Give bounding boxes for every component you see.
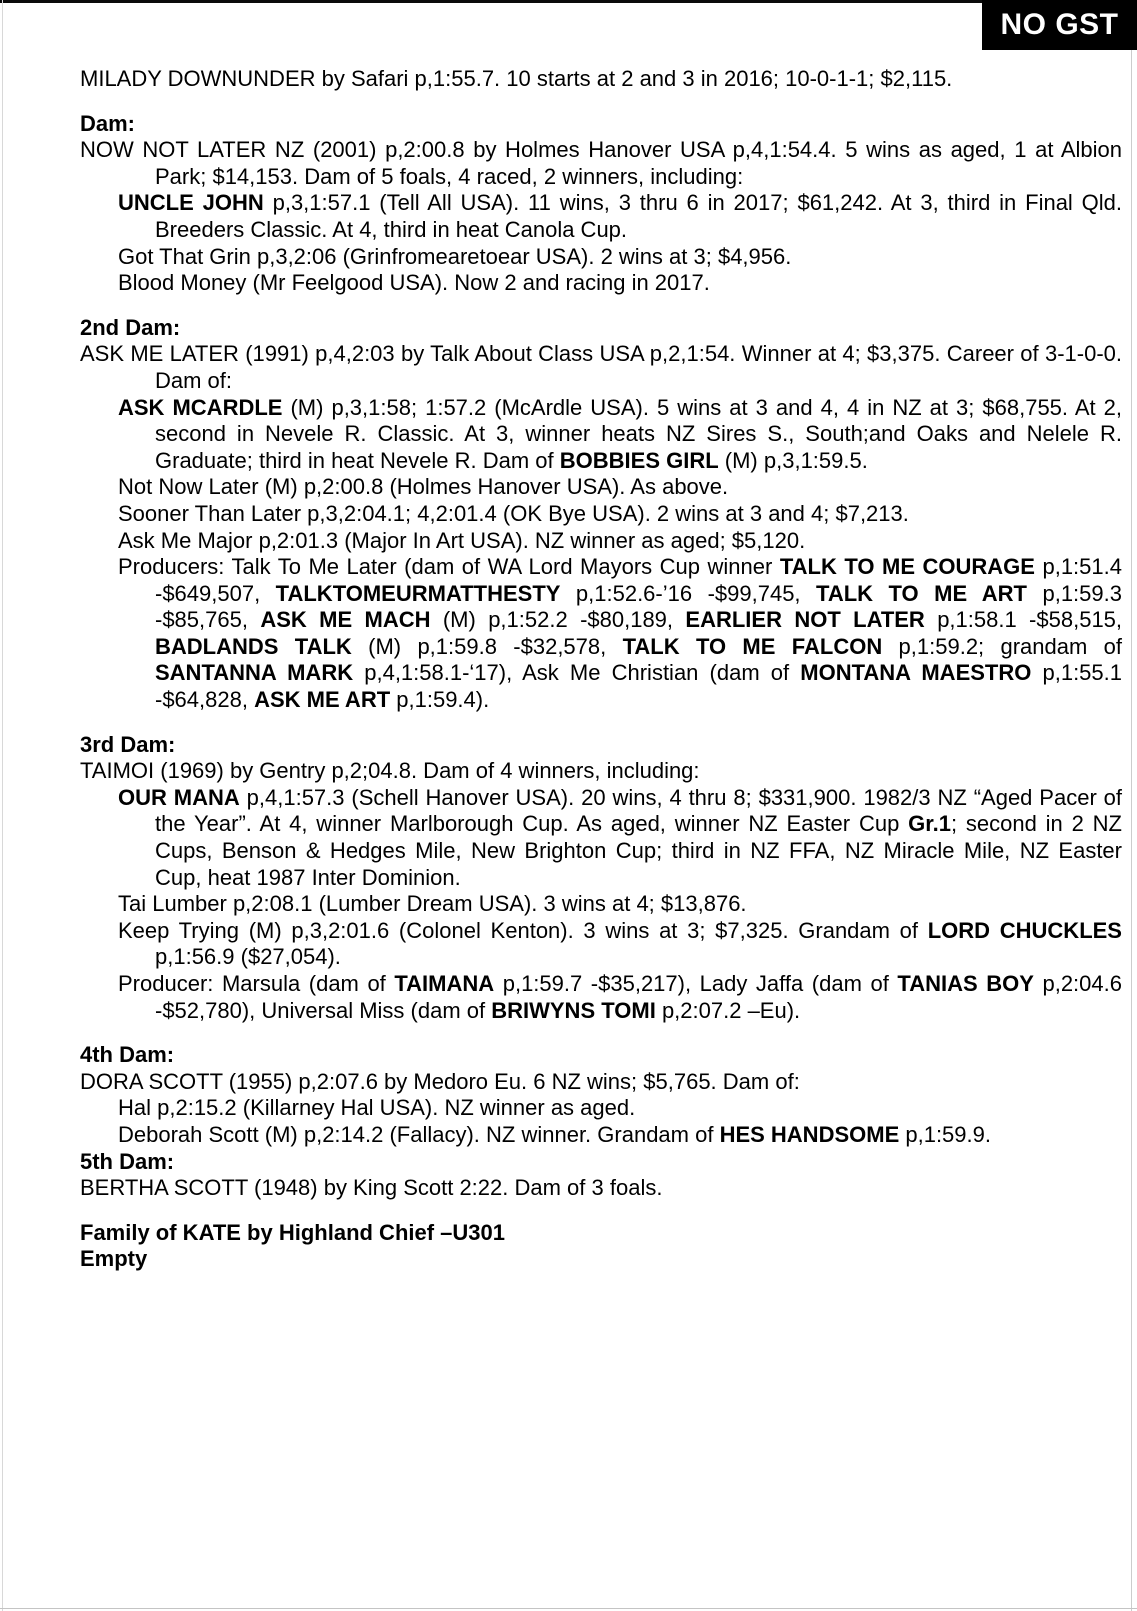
bold-text: TAIMANA xyxy=(394,971,495,996)
bold-text: BOBBIES GIRL xyxy=(559,447,719,473)
bold-text: BRIWYNS TOMI xyxy=(491,997,656,1023)
bold-text: BADLANDS TALK xyxy=(155,633,352,659)
text: Producer: Marsula (dam of xyxy=(118,971,395,996)
paragraph xyxy=(80,918,1122,971)
page-edge-left xyxy=(2,0,3,1611)
page-edge-right xyxy=(1131,0,1132,1611)
text: p,2:07.2 –Eu). xyxy=(655,997,801,1023)
text: MILADY DOWNUNDER by Safari p,1:55.7. 10 starts at 2 and 3 in 2016; 10-0-1-1; $2,115. xyxy=(80,66,953,91)
document-body xyxy=(80,66,1122,1273)
fourth-dam-section xyxy=(80,1042,1122,1148)
dam-section xyxy=(80,111,1122,297)
text: BERTHA SCOTT (1948) by King Scott 2:22. Dam of 3 foals. xyxy=(80,1175,663,1201)
no-gst-badge xyxy=(982,0,1137,50)
paragraph xyxy=(80,137,1122,190)
text: p,4,1:58.1-‘17), Ask Me Christian (dam of xyxy=(353,660,801,686)
bold-text: TALK TO ME FALCON xyxy=(622,633,883,659)
text: (M) p,1:52.2 -$80,189, xyxy=(430,607,686,633)
text: (M) p,3,1:58; 1:57.2 (McArdle USA). 5 wins at 3 and 4, 4 in NZ at 3; $68,755. At 2, second in Nevele R. Classic. At 3, winner heats NZ Sires S., South;and Oaks and Nelele R. Graduate; third in heat Nevele R. Dam of xyxy=(155,394,1122,473)
paragraph xyxy=(80,341,1122,394)
text: p,1:58.1 -$58,515, xyxy=(924,607,1123,633)
text: TAIMOI (1969) by Gentry p,2;04.8. Dam of 4 winners, including: xyxy=(80,758,700,784)
bold-text: OUR MANA xyxy=(118,784,240,810)
paragraph xyxy=(80,1246,1122,1273)
section-heading: 4th Dam: xyxy=(80,1042,175,1068)
paragraph xyxy=(80,785,1122,891)
text: p,2:04.6 -$52,780), Universal Miss (dam of xyxy=(155,971,1122,1023)
paragraph xyxy=(80,244,1122,271)
paragraph xyxy=(80,501,1122,528)
section-heading: 5th Dam: xyxy=(80,1148,175,1174)
text: p,1:59.9. xyxy=(899,1121,991,1147)
bold-text: HES HANDSOME xyxy=(719,1121,900,1147)
paragraph xyxy=(80,528,1122,555)
bold-text: LORD CHUCKLES xyxy=(927,917,1122,943)
bold-text: EARLIER NOT LATER xyxy=(685,607,925,633)
text: ; second in 2 NZ Cups, Benson & Hedges Mile, New Brighton Cup; third in NZ FFA, NZ Miracle Mile, NZ Easter Cup, heat 1987 Inter Dominion. xyxy=(155,811,1123,890)
paragraph xyxy=(80,971,1122,1024)
paragraph xyxy=(80,395,1122,475)
page-edge-top xyxy=(0,0,1137,3)
family-footer xyxy=(80,1220,1122,1273)
bold-text: Gr.1 xyxy=(908,811,951,837)
bold-text: MONTANA MAESTRO xyxy=(800,660,1032,686)
paragraph xyxy=(80,891,1122,918)
paragraph xyxy=(80,190,1122,243)
text: (M) p,3,1:59.5. xyxy=(718,447,868,473)
text: Sooner Than Later p,3,2:04.1; 4,2:01.4 (OK Bye USA). 2 wins at 3 and 4; $7,213. xyxy=(118,500,909,526)
second-dam-section xyxy=(80,315,1122,714)
text: p,1:59.7 -$35,217), Lady Jaffa (dam of xyxy=(494,971,898,996)
text: Deborah Scott (M) p,2:14.2 (Fallacy). NZ winner. Grandam of xyxy=(118,1121,720,1147)
text: p,1:51.4 -$649,507, xyxy=(155,554,1122,606)
text: Keep Trying (M) p,3,2:01.6 (Colonel Kenton). 3 wins at 3; $7,325. Grandam of xyxy=(118,917,928,943)
paragraph xyxy=(80,758,1122,785)
text: p,4,1:57.3 (Schell Hanover USA). 20 wins, 4 thru 8; $331,900. 1982/3 NZ “Aged Pacer of the Year”. At 4, winner Marlborough Cup. As aged, winner NZ Easter Cup xyxy=(155,784,1122,837)
text: p,1:55.1 -$64,828, xyxy=(155,660,1122,713)
paragraph xyxy=(80,1095,1122,1122)
bold-text: SANTANNA MARK xyxy=(155,660,354,686)
bold-text: ASK MCARDLE xyxy=(118,394,283,420)
section-heading: 2nd Dam: xyxy=(80,314,181,340)
text: p,1:52.6-’16 -$99,745, xyxy=(560,580,817,606)
paragraph xyxy=(80,474,1122,501)
text: p,1:59.2; grandam of xyxy=(882,633,1123,659)
section-heading: Dam: xyxy=(80,110,136,136)
text: NOW NOT LATER NZ (2001) p,2:00.8 by Holmes Hanover USA p,4,1:54.4. 5 wins as aged, 1 at Albion Park; $14,153. Dam of 5 foals, 4 raced, 2 winners, including: xyxy=(80,137,1122,189)
bold-text: Family of KATE by Highland Chief –U301 xyxy=(80,1219,505,1245)
bold-text: TALK TO ME ART xyxy=(816,580,1027,606)
fifth-dam-section xyxy=(80,1149,1122,1202)
third-dam-section xyxy=(80,732,1122,1025)
paragraph xyxy=(80,270,1122,297)
text: Hal p,2:15.2 (Killarney Hal USA). NZ winner as aged. xyxy=(118,1095,636,1121)
paragraph xyxy=(80,66,1122,93)
paragraph xyxy=(80,1220,1122,1247)
bold-text: ASK ME ART xyxy=(254,687,391,713)
paragraph xyxy=(80,1122,1122,1149)
paragraph xyxy=(80,554,1122,714)
bold-text: TALKTOMEURMATTHESTY xyxy=(275,580,561,606)
text: Blood Money (Mr Feelgood USA). Now 2 and racing in 2017. xyxy=(118,270,710,296)
bold-text: TANIAS BOY xyxy=(897,971,1034,996)
text: ASK ME LATER (1991) p,4,2:03 by Talk About Class USA p,2,1:54. Winner at 4; $3,375. Career of 3-1-0-0. Dam of: xyxy=(80,341,1122,393)
text: Producers: Talk To Me Later (dam of WA Lord Mayors Cup winner xyxy=(118,554,780,580)
paragraph xyxy=(80,1175,1122,1202)
text: DORA SCOTT (1955) p,2:07.6 by Medoro Eu. 6 NZ wins; $5,765. Dam of: xyxy=(80,1068,800,1094)
text: (M) p,1:59.8 -$32,578, xyxy=(351,633,623,659)
bold-text: Empty xyxy=(80,1246,148,1272)
no-gst-label: NO GST xyxy=(1000,8,1119,41)
text: p,3,1:57.1 (Tell All USA). 11 wins, 3 thru 6 in 2017; $61,242. At 3, third in Final Qld. Breeders Classic. At 4, third in heat Canola Cup. xyxy=(155,190,1123,242)
bold-text: UNCLE JOHN xyxy=(118,190,264,216)
bold-text: TALK TO ME COURAGE xyxy=(779,554,1035,580)
text: Ask Me Major p,2:01.3 (Major In Art USA). NZ winner as aged; $5,120. xyxy=(118,527,806,553)
text: Got That Grin p,3,2:06 (Grinfromearetoear USA). 2 wins at 3; $4,956. xyxy=(118,243,792,269)
text: Not Now Later (M) p,2:00.8 (Holmes Hanover USA). As above. xyxy=(118,474,729,500)
text: p,1:59.4). xyxy=(390,687,490,713)
section-heading: 3rd Dam: xyxy=(80,731,176,757)
page-edge-bottom xyxy=(0,1608,1137,1609)
bold-text: ASK ME MACH xyxy=(260,607,431,633)
text: Tai Lumber p,2:08.1 (Lumber Dream USA). 3 wins at 4; $13,876. xyxy=(118,891,747,917)
text: p,1:56.9 ($27,054). xyxy=(155,944,341,970)
paragraph xyxy=(80,1069,1122,1096)
title-block xyxy=(80,66,1122,93)
text: p,1:59.3 -$85,765, xyxy=(155,580,1122,633)
